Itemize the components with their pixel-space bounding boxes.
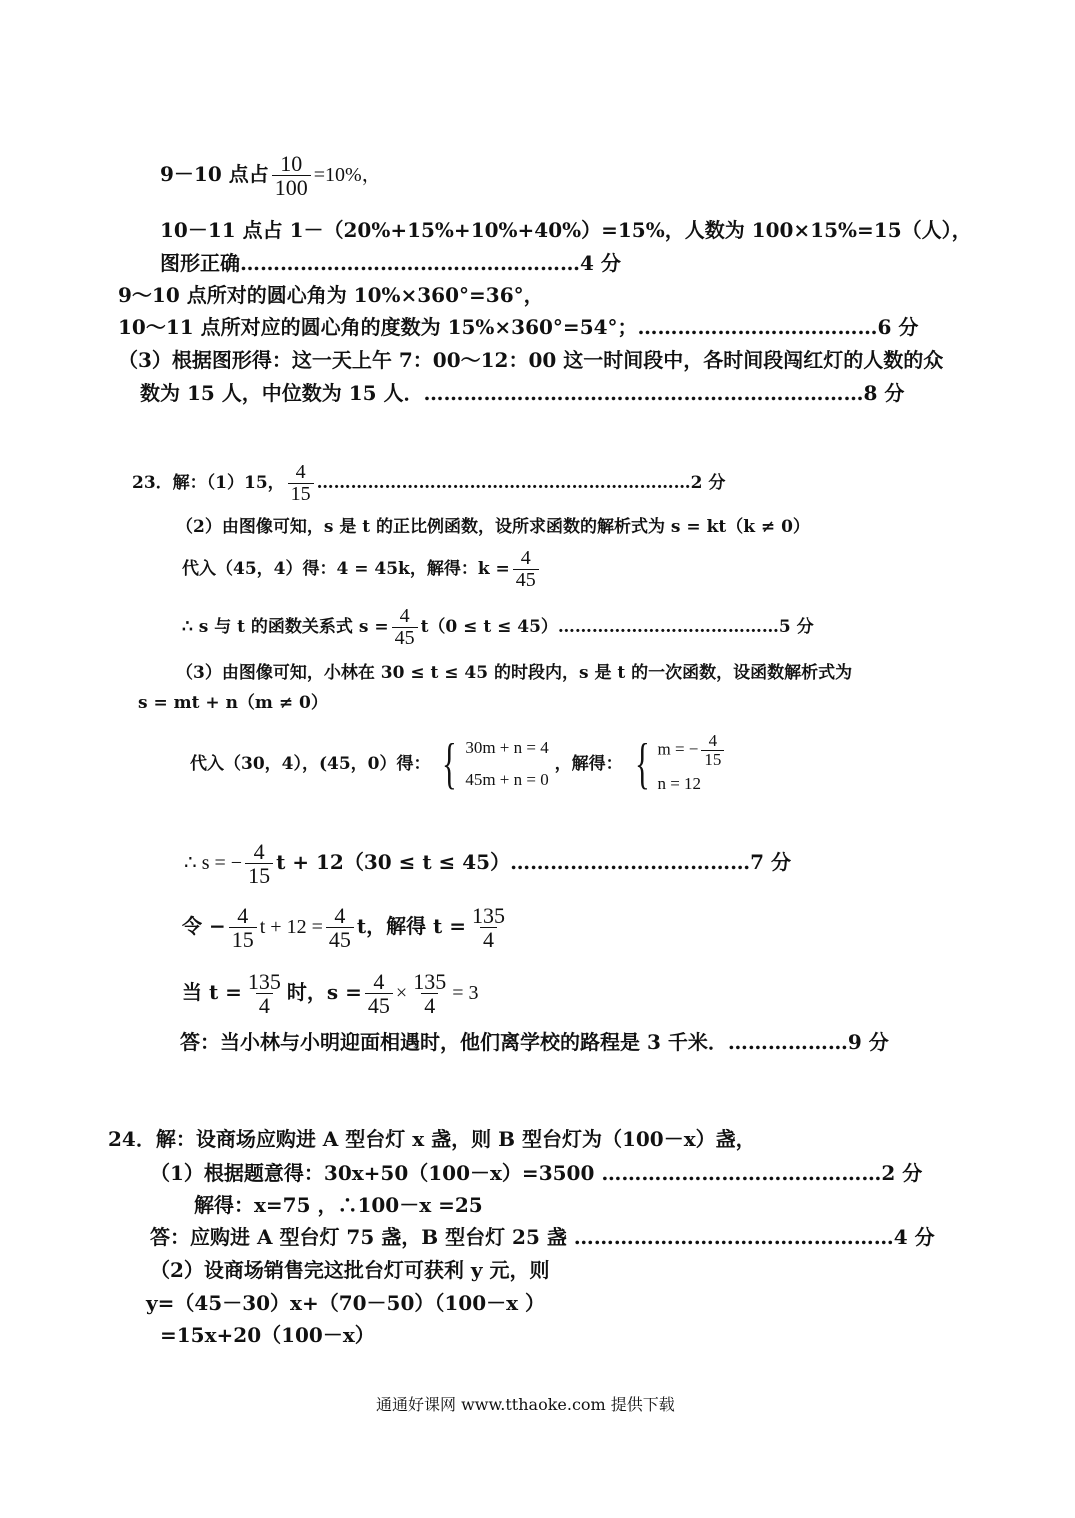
q23-line-7: 代入（30，4），(45，0）得： { 30m + n = 4 45m + n = 0 ，解得： { m = − $\frac{4}{15}$ n = 12 [190,732,727,797]
fraction: $\frac{4}{15}$ [229,904,257,951]
q23-line-4: ∴ s 与 t 的函数关系式 s = $\frac{4}{45}$ t（0 ≤ t ≤ 45）…………………………………5 分 [182,605,814,649]
footer-credit: 通通好课网 www.tthaoke.com 提供下载 [376,1395,675,1414]
q24-line-1: 24．解：设商场应购进 A 型台灯 x 盏，则 B 型台灯为（100－x）盏， [108,1127,756,1151]
fraction: $\frac{4}{45}$ [365,970,393,1017]
q22-line-2: 10－11 点占 1－（20%+15%+10%+40%）=15%，人数为 100×15%=15（人）， [160,218,972,242]
q24-line-5: （2）设商场销售完这批台灯可获利 y 元，则 [150,1258,550,1282]
fraction: $\frac{10}{100}$ [272,152,311,199]
fraction: $\frac{135}{4}$ [247,969,281,1019]
equation-system: { 30m + n = 4 45m + n = 0 [442,733,549,796]
q23-line-11: 答：当小林与小明迎面相遇时，他们离学校的路程是 3 千米．………………9 分 [180,1030,889,1054]
fraction: $\frac{135}{4}$ [472,903,506,953]
q23-line-2: （2）由图像可知，s 是 t 的正比例函数，设所求函数的解析式为 s = kt（k ≠ 0） [176,517,810,537]
fraction: $\frac{4}{15}$ [288,462,314,505]
q22-line-6: （3）根据图形得：这一天上午 7：00～12：00 这一时间段中，各时间段闯红灯的人数的众 [118,348,944,372]
q23-line-8: ∴ s = − $\frac{4}{15}$ t + 12（30 ≤ t ≤ 45）………………………………7 分 [184,839,791,889]
q22-line-1: 9－10 点占 $\frac{10}{100}$ =10%， [160,151,382,201]
fraction: $\frac{4}{45}$ [392,606,418,649]
q23-line-1: 23．解：（1）15， $\frac{4}{15}$ …………………………………………………………2 分 [132,461,726,505]
left-brace: { [442,733,458,796]
fraction: $\frac{4}{15}$ [245,840,273,887]
fraction: $\frac{4}{45}$ [513,548,539,591]
left-brace: { [634,733,650,796]
q24-line-4: 答：应购进 A 型台灯 75 盏，B 型台灯 25 盏 …………………………………………4 分 [150,1225,935,1249]
q24-line-6: y=（45－30）x+（70－50）（100－x ） [146,1291,546,1315]
q24-line-7: =15x+20（100－x） [160,1323,375,1347]
q23-line-10: 当 t = $\frac{135}{4}$ 时，s = $\frac{4}{45}$ × $\frac{135}{4}$ = 3 [182,969,479,1019]
q23-line-9: 令 − $\frac{4}{15}$ t + 12 = $\frac{4}{45}$ t，解得 t = $\frac{135}{4}$ [182,904,511,951]
fraction: $\frac{4}{15}$ [701,732,724,769]
q24-line-3: 解得：x=75 ，∴100－x =25 [194,1193,483,1217]
q24-line-2: （1）根据题意得：30x+50（100－x）=3500 ……………………………………2 分 [150,1161,923,1185]
q23-line-6: s = mt + n（m ≠ 0） [138,693,328,713]
q23-line-3: 代入（45，4）得：4 = 45k，解得：k = $\frac{4}{45}$ [182,548,542,591]
q23-line-5: （3）由图像可知，小林在 30 ≤ t ≤ 45 的时段内，s 是 t 的一次函数，设函数解析式为 [176,663,853,683]
solution-system: { m = − $\frac{4}{15}$ n = 12 [629,732,728,797]
fraction: $\frac{135}{4}$ [413,969,447,1019]
fraction: $\frac{4}{45}$ [326,904,354,951]
q22-line-7: 数为 15 人，中位数为 15 人．…………………………………………………………8 分 [140,381,905,405]
q22-line-5: 10～11 点所对应的圆心角的度数为 15%×360°=54°；………………………………6 分 [118,315,919,339]
q22-line-3: 图形正确……………………………………………4 分 [160,251,621,275]
q22-line-4: 9～10 点所对的圆心角为 10%×360°=36°， [118,283,544,307]
